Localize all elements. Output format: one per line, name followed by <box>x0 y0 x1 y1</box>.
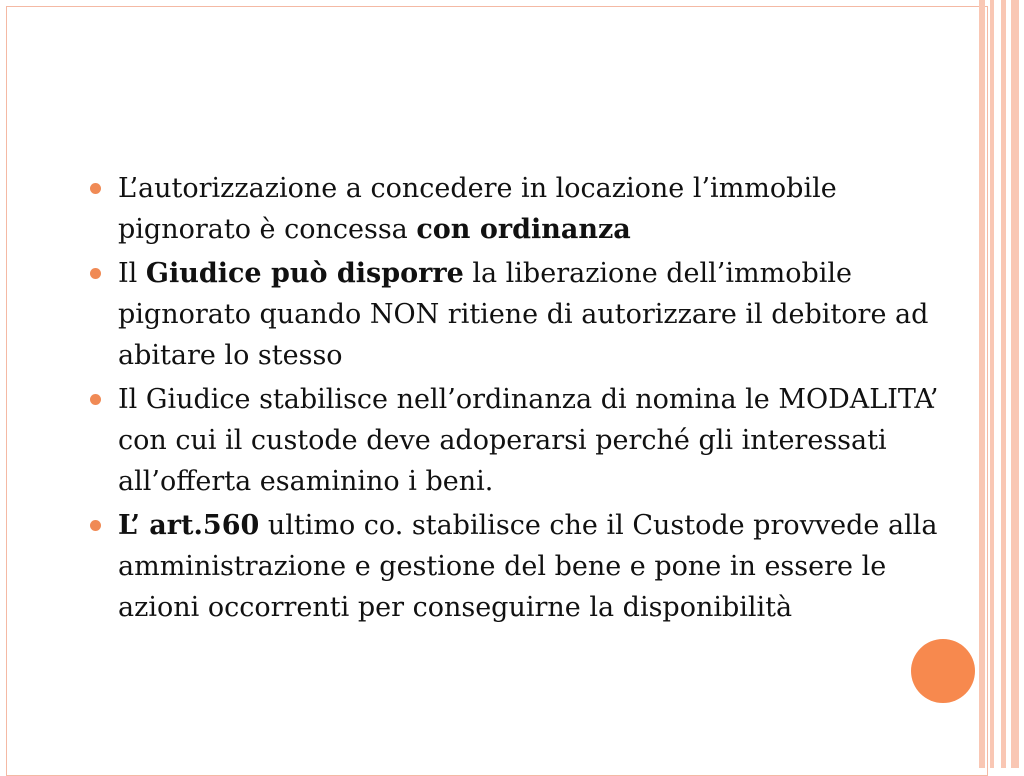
bullet-item <box>90 379 960 502</box>
slide-body <box>90 168 960 631</box>
bullet-dot-icon <box>90 183 101 194</box>
bullet-text-bold: L’ art.560 <box>118 510 260 541</box>
side-stripe-1 <box>979 0 985 768</box>
bullet-text-bold: Giudice può disporre <box>145 258 464 289</box>
bullet-text-bold: con ordinanza <box>416 214 631 245</box>
bullet-dot-icon <box>90 520 101 531</box>
bullet-text: Il Giudice stabilisce nell’ordinanza di nomina le MODALITA’ con cui il custode deve adoperarsi perché gli interessati all’offerta esaminino i beni. <box>118 384 939 497</box>
bullet-text: la liberazione dell’immobile pignorato quando NON ritiene di autorizzare il debitore ad abitare lo stesso <box>118 258 929 371</box>
bullet-item <box>90 505 960 628</box>
bullet-text: Il <box>118 258 146 289</box>
side-stripe-2 <box>990 0 994 768</box>
bullet-list <box>90 168 960 628</box>
bullet-dot-icon <box>90 394 101 405</box>
bullet-item <box>90 253 960 376</box>
orange-circle-decoration <box>911 639 975 703</box>
bullet-text: ultimo co. stabilisce che il Custode provvede alla amministrazione e gestione del bene e pone in essere le azioni occorrenti per conseguirne la disponibilità <box>118 510 938 623</box>
side-stripe-3 <box>1001 0 1006 768</box>
bullet-text: L’autorizzazione a concedere in locazione l’immobile pignorato è concessa <box>118 173 837 245</box>
bullet-item <box>90 168 960 250</box>
side-stripe-4 <box>1011 0 1019 768</box>
bullet-dot-icon <box>90 268 101 279</box>
